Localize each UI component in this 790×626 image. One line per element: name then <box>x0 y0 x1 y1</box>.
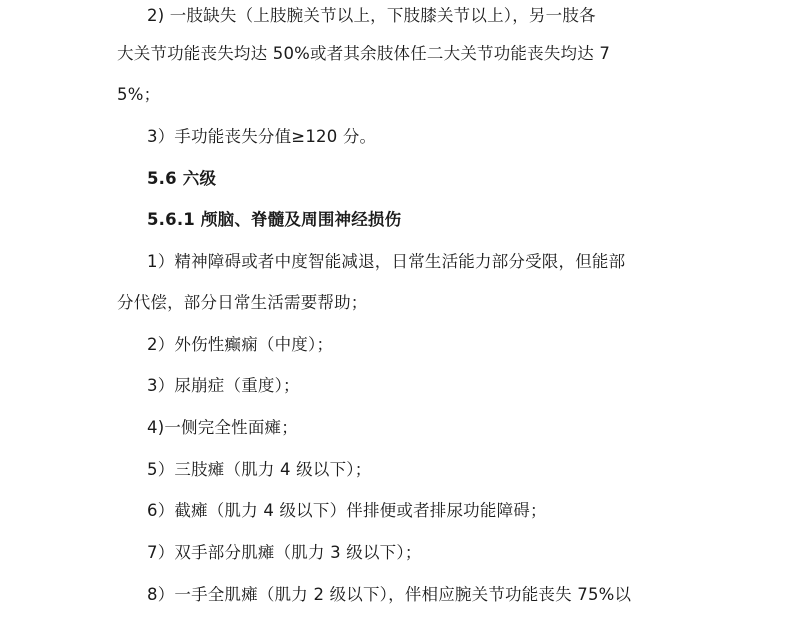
list-item-2-continuation: 大关节功能丧失均达 50%或者其余肢体任二大关节功能丧失均达 7 <box>117 44 611 63</box>
list-item-6-paraplegia: 6）截瘫（肌力 4 级以下）伴排便或者排尿功能障碍； <box>147 501 547 520</box>
list-item-1-continuation: 分代偿，部分日常生活需要帮助； <box>117 293 368 312</box>
list-item-3-hand-function: 3）手功能丧失分值≥120 分。 <box>147 127 377 146</box>
list-item-7-hand-paralysis: 7）双手部分肌瘫（肌力 3 级以下）； <box>147 543 422 562</box>
list-item-1-mental-disorder: 1）精神障碍或者中度智能减退，日常生活能力部分受限，但能部 <box>147 252 626 271</box>
list-item-4-facial-paralysis: 4)一侧完全性面瘫； <box>147 418 298 437</box>
list-item-5-triplegia: 5）三肢瘫（肌力 4 级以下）； <box>147 460 372 479</box>
section-heading-5-6: 5.6 六级 <box>147 169 217 188</box>
list-item-3-diabetes-insipidus: 3）尿崩症（重度）； <box>147 376 300 395</box>
list-item-2-continuation-end: 5%； <box>117 85 161 104</box>
list-item-2-upper-limb-loss: 2) 一肢缺失（上肢腕关节以上，下肢膝关节以上），另一肢各 <box>147 6 596 25</box>
list-item-8-hand-full-paralysis: 8）一手全肌瘫（肌力 2 级以下），伴相应腕关节功能丧失 75%以 <box>147 585 632 604</box>
subsection-heading-5-6-1: 5.6.1 颅脑、脊髓及周围神经损伤 <box>147 210 402 229</box>
list-item-2-epilepsy: 2）外伤性癫痫（中度）； <box>147 335 334 354</box>
